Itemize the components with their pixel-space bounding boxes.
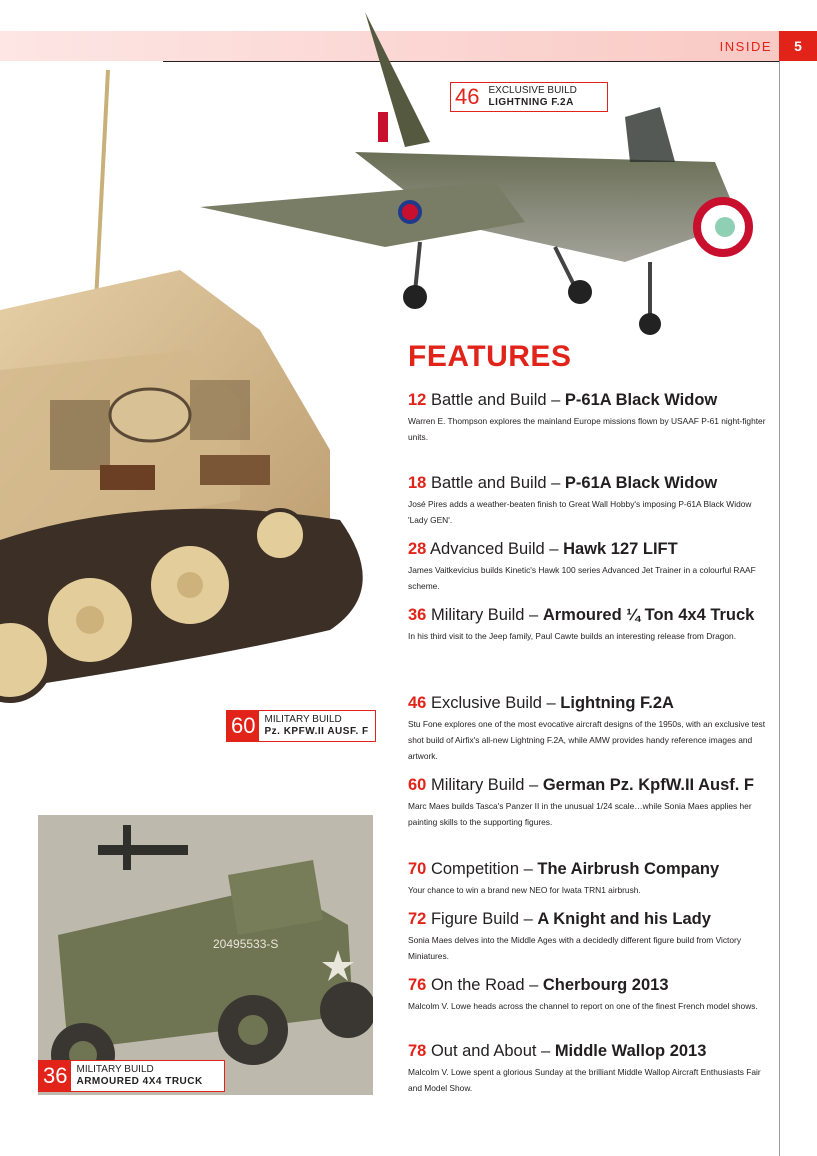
feature-page-number: 78 — [408, 1042, 427, 1060]
feature-page-number: 18 — [408, 474, 427, 492]
page-number: 5 — [779, 31, 817, 61]
feature-heading — [408, 910, 768, 928]
feature-category: Competition – — [430, 860, 533, 878]
callout-category: MILITARY BUILD — [76, 1064, 154, 1075]
svg-text:20495533-S: 20495533-S — [213, 937, 279, 951]
feature-subject: German Pz. KpfW.II Ausf. F — [542, 776, 755, 794]
feature-description: Sonia Maes delves into the Middle Ages with a decidedly different figure build from Victory Miniatures. — [408, 935, 742, 961]
feature-subject: P-61A Black Widow — [564, 391, 718, 409]
feature-description: James Vaitkevicius builds Kinetic's Hawk 100 series Advanced Jet Trainer in a colourful RAAF scheme. — [408, 565, 756, 591]
feature-page-number: 72 — [408, 910, 427, 928]
callout-page-number: 60 — [227, 711, 259, 741]
callout-panzer — [226, 710, 376, 742]
features-heading: FEATURES — [408, 340, 572, 373]
feature-subject: P-61A Black Widow — [564, 474, 718, 492]
feature-item[interactable] — [408, 776, 768, 830]
feature-page-number: 46 — [408, 694, 427, 712]
feature-heading — [408, 391, 768, 409]
feature-page-number: 28 — [408, 540, 427, 558]
feature-item[interactable] — [408, 860, 768, 898]
feature-item[interactable] — [408, 694, 768, 764]
feature-item[interactable] — [408, 606, 768, 644]
callout-text — [483, 85, 581, 109]
callout-title: LIGHTNING F.2A — [488, 97, 574, 108]
callout-category: EXCLUSIVE BUILD — [488, 85, 577, 96]
feature-description: In his third visit to the Jeep family, Paul Cawte builds an interesting release from Dragon. — [408, 631, 737, 641]
callout-title: ARMOURED 4X4 TRUCK — [76, 1076, 203, 1087]
callout-page-number: 36 — [39, 1061, 71, 1091]
feature-subject: Middle Wallop 2013 — [554, 1042, 707, 1060]
feature-description: Marc Maes builds Tasca's Panzer II in the unusual 1/24 scale…while Sonia Maes applies her painting skills to the supporting figures. — [408, 801, 752, 827]
feature-category: Battle and Build – — [430, 391, 561, 409]
feature-description: José Pires adds a weather-beaten finish to Great Wall Hobby's imposing P-61A Black Widow 'Lady GEN'. — [408, 499, 752, 525]
feature-subject: The Airbrush Company — [537, 860, 720, 878]
feature-item[interactable] — [408, 391, 768, 445]
callout-lightning — [450, 82, 608, 112]
feature-item[interactable] — [408, 910, 768, 964]
feature-category: Exclusive Build – — [430, 694, 556, 712]
feature-page-number: 60 — [408, 776, 427, 794]
feature-heading — [408, 474, 768, 492]
callout-title: Pz. KPFW.II AUSF. F — [264, 726, 369, 737]
feature-subject: Hawk 127 LIFT — [563, 540, 678, 558]
feature-category: Military Build – — [430, 606, 539, 624]
feature-category: Military Build – — [430, 776, 539, 794]
feature-heading — [408, 1042, 768, 1060]
feature-page-number: 12 — [408, 391, 427, 409]
feature-subject: Armoured ¼ Ton 4x4 Truck — [542, 606, 755, 624]
feature-description: Malcolm V. Lowe heads across the channel to report on one of the finest French model shows. — [408, 1001, 758, 1011]
feature-heading — [408, 860, 768, 878]
feature-description: Stu Fone explores one of the most evocative aircraft designs of the 1950s, with an exclusive test shot build of Airfix's all-new Lightning F.2A, while AMW provides handy reference images and artwork. — [408, 719, 766, 761]
feature-heading — [408, 606, 768, 624]
feature-page-number: 36 — [408, 606, 427, 624]
feature-page-number: 76 — [408, 976, 427, 994]
feature-item[interactable] — [408, 474, 768, 528]
feature-subject: A Knight and his Lady — [537, 910, 711, 928]
feature-page-number: 70 — [408, 860, 427, 878]
feature-description: Your chance to win a brand new NEO for Iwata TRN1 airbrush. — [408, 885, 641, 895]
feature-subject: Cherbourg 2013 — [542, 976, 669, 994]
callout-text — [259, 714, 373, 738]
feature-description: Warren E. Thompson explores the mainland Europe missions flown by USAAF P-61 night-fighter units. — [408, 416, 766, 442]
callout-page-number: 46 — [451, 83, 483, 111]
feature-category: Advanced Build – — [430, 540, 559, 558]
feature-category: On the Road – — [430, 976, 539, 994]
callout-category: MILITARY BUILD — [264, 714, 342, 725]
feature-item[interactable] — [408, 540, 768, 594]
feature-category: Out and About – — [430, 1042, 551, 1060]
armoured-jeep-model-photo — [38, 815, 373, 1095]
feature-subject: Lightning F.2A — [560, 694, 674, 712]
feature-item[interactable] — [408, 1042, 768, 1096]
feature-heading — [408, 694, 768, 712]
feature-heading — [408, 776, 768, 794]
feature-category: Battle and Build – — [430, 474, 561, 492]
feature-heading — [408, 540, 768, 558]
callout-truck — [38, 1060, 225, 1092]
feature-category: Figure Build – — [430, 910, 533, 928]
feature-item[interactable] — [408, 976, 768, 1014]
right-margin-rule — [779, 61, 780, 1156]
section-label: INSIDE — [719, 39, 772, 54]
lightning-jet-model-photo — [195, 12, 760, 342]
callout-text — [71, 1064, 207, 1088]
feature-description: Malcolm V. Lowe spent a glorious Sunday at the brilliant Middle Wallop Aircraft Enthusiasts Fair and Model Show. — [408, 1067, 761, 1093]
feature-heading — [408, 976, 768, 994]
